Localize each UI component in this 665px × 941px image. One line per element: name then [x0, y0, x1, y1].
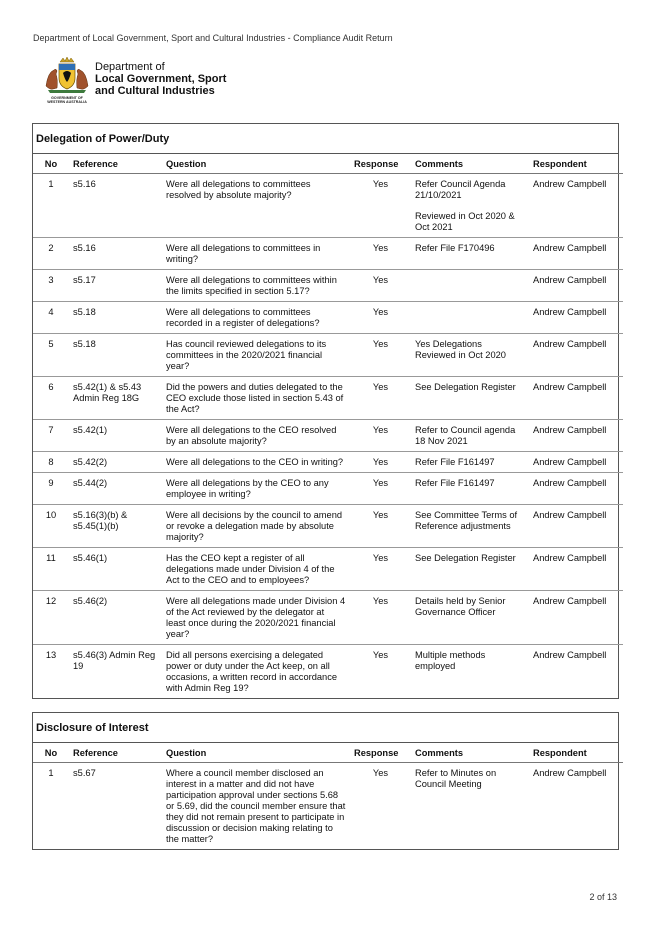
cell-question: Were all delegations to committees within the limits specified in section 5.17?	[162, 270, 350, 302]
column-header-question: Question	[162, 743, 350, 763]
comment-text: Yes Delegations Reviewed in Oct 2020	[415, 339, 506, 360]
cell-response: Yes	[372, 650, 389, 660]
compliance-table	[33, 154, 623, 698]
comment-text: Refer to Minutes on Council Meeting	[415, 768, 497, 789]
cell-reference: s5.67	[73, 768, 96, 778]
cell-question: Has the CEO kept a register of all delegations made under Division 4 of the Act to the CEO and to employees?	[162, 548, 350, 591]
cell-no: 6	[33, 377, 69, 420]
column-header-comments: Comments	[411, 743, 529, 763]
cell-no: 12	[33, 591, 69, 645]
cell-question: Were all decisions by the council to amend or revoke a delegation made by absolute majority?	[162, 505, 350, 548]
cell-response: Yes	[350, 334, 411, 377]
column-header-respondent: Respondent	[529, 743, 623, 763]
crest-caption	[38, 96, 96, 104]
cell-no: 1	[48, 768, 54, 778]
compliance-table	[33, 743, 623, 849]
department-name-line2: Local Government, Sport	[95, 73, 227, 85]
cell-no: 9	[33, 473, 69, 505]
table-row	[33, 420, 623, 452]
crest-caption-line1: GOVERNMENT OF	[51, 96, 83, 100]
cell-response: Yes	[350, 452, 411, 473]
cell-no: 3	[33, 270, 69, 302]
cell-comments	[411, 302, 529, 334]
table-row	[33, 591, 623, 645]
page-number: 2 of 13	[589, 892, 617, 902]
column-header-respondent: Respondent	[529, 154, 623, 174]
cell-comments	[411, 763, 529, 850]
department-name-line3: and Cultural Industries	[95, 85, 215, 97]
cell-response: Yes	[372, 768, 389, 778]
cell-comments	[411, 548, 529, 591]
cell-question: Did all persons exercising a delegated power or duty under the Act keep, on all occasions, a written record in accordance with Admin Reg 19?	[166, 650, 338, 693]
cell-reference: s5.18	[69, 302, 162, 334]
cell-no: 1	[33, 174, 69, 238]
cell-question: Did the powers and duties delegated to the CEO exclude those listed in section 5.43 of the Act?	[162, 377, 350, 420]
table-row	[33, 452, 623, 473]
cell-comments	[411, 238, 529, 270]
cell-question: Were all delegations made under Division 4 of the Act reviewed by the delegator at least once during the 2020/2021 financial year?	[162, 591, 350, 645]
cell-question: Were all delegations to committees recorded in a register of delegations?	[162, 302, 350, 334]
cell-respondent: Andrew Campbell	[529, 420, 623, 452]
table-row	[33, 270, 623, 302]
table-row	[33, 548, 623, 591]
comment-text: See Delegation Register	[415, 553, 516, 563]
cell-question: Were all delegations to the CEO in writing?	[162, 452, 350, 473]
cell-response: Yes	[350, 591, 411, 645]
cell-reference: s5.42(1) & s5.43 Admin Reg 18G	[69, 377, 162, 420]
cell-reference: s5.46(1)	[69, 548, 162, 591]
department-name-line1: Department of	[95, 61, 165, 73]
cell-respondent: Andrew Campbell	[529, 174, 623, 238]
cell-question: Were all delegations to committees in writing?	[162, 238, 350, 270]
comment-text: Refer File F161497	[415, 478, 495, 488]
column-header-reference: Reference	[69, 154, 162, 174]
section-title: Delegation of Power/Duty	[33, 124, 618, 154]
crest-caption-line2: WESTERN AUSTRALIA	[47, 100, 87, 105]
cell-comments	[411, 645, 529, 699]
cell-respondent: Andrew Campbell	[529, 591, 623, 645]
cell-no: 11	[33, 548, 69, 591]
comment-text: Details held by Senior Governance Officer	[415, 596, 506, 617]
column-header-question: Question	[162, 154, 350, 174]
cell-response: Yes	[350, 174, 411, 238]
cell-no: 13	[45, 650, 57, 660]
comment-text: Reviewed in Oct 2020 & Oct 2021	[415, 211, 515, 232]
table-row	[33, 334, 623, 377]
table-row	[33, 763, 623, 850]
cell-comments	[411, 334, 529, 377]
column-header-no: No	[33, 154, 69, 174]
table-row	[33, 302, 623, 334]
cell-reference: s5.17	[69, 270, 162, 302]
cell-response: Yes	[350, 377, 411, 420]
comment-text: Refer Council Agenda 21/10/2021	[415, 179, 506, 200]
comment-text: Refer File F170496	[415, 243, 495, 253]
cell-question: Has council reviewed delegations to its committees in the 2020/2021 financial year?	[162, 334, 350, 377]
cell-respondent: Andrew Campbell	[529, 548, 623, 591]
table-row	[33, 473, 623, 505]
column-header-reference: Reference	[69, 743, 162, 763]
cell-question: Were all delegations by the CEO to any employee in writing?	[162, 473, 350, 505]
cell-reference: s5.42(2)	[69, 452, 162, 473]
table-row	[33, 377, 623, 420]
cell-comments	[411, 270, 529, 302]
table-row	[33, 645, 623, 699]
cell-reference: s5.16(3)(b) & s5.45(1)(b)	[69, 505, 162, 548]
comment-text: See Delegation Register	[415, 382, 516, 392]
department-logo	[38, 56, 238, 108]
column-header-comments: Comments	[411, 154, 529, 174]
section-title: Disclosure of Interest	[33, 713, 618, 743]
document-header: Department of Local Government, Sport and Cultural Industries - Compliance Audit Return	[33, 33, 393, 43]
cell-reference: s5.16	[69, 238, 162, 270]
table-row	[33, 505, 623, 548]
comment-text: Multiple methods employed	[415, 650, 486, 671]
cell-question: Where a council member disclosed an interest in a matter and did not have participation approval under sections 5.68 or 5.69, did the council member ensure that they did not remain present to participate in discussion or decision making relating to the matter?	[166, 768, 346, 844]
cell-respondent: Andrew Campbell	[533, 650, 607, 660]
cell-reference: s5.46(3) Admin Reg 19	[73, 650, 156, 671]
cell-comments	[411, 473, 529, 505]
cell-respondent: Andrew Campbell	[529, 270, 623, 302]
cell-reference: s5.42(1)	[69, 420, 162, 452]
cell-reference: s5.46(2)	[69, 591, 162, 645]
cell-respondent: Andrew Campbell	[529, 473, 623, 505]
cell-no: 7	[33, 420, 69, 452]
cell-comments	[411, 505, 529, 548]
cell-response: Yes	[350, 238, 411, 270]
header-row	[33, 154, 623, 174]
cell-no: 8	[33, 452, 69, 473]
cell-reference: s5.16	[69, 174, 162, 238]
table-row	[33, 174, 623, 238]
cell-respondent: Andrew Campbell	[529, 377, 623, 420]
comment-text: Refer File F161497	[415, 457, 495, 467]
cell-question: Were all delegations to the CEO resolved by an absolute majority?	[162, 420, 350, 452]
cell-respondent: Andrew Campbell	[533, 768, 607, 778]
cell-question: Were all delegations to committees resolved by absolute majority?	[162, 174, 350, 238]
cell-comments	[411, 377, 529, 420]
column-header-response: Response	[350, 154, 411, 174]
section-disclosure-of-interest	[32, 712, 619, 850]
department-name	[95, 61, 226, 97]
comment-text: See Committee Terms of Reference adjustments	[415, 510, 518, 531]
cell-response: Yes	[350, 420, 411, 452]
cell-respondent: Andrew Campbell	[529, 238, 623, 270]
cell-response: Yes	[350, 270, 411, 302]
cell-no: 2	[33, 238, 69, 270]
cell-comments	[411, 591, 529, 645]
table-row	[33, 238, 623, 270]
cell-respondent: Andrew Campbell	[529, 505, 623, 548]
cell-response: Yes	[350, 505, 411, 548]
column-header-no: No	[33, 743, 69, 763]
cell-no: 5	[33, 334, 69, 377]
cell-respondent: Andrew Campbell	[529, 302, 623, 334]
cell-no: 4	[33, 302, 69, 334]
cell-reference: s5.44(2)	[69, 473, 162, 505]
cell-response: Yes	[350, 302, 411, 334]
cell-comments	[411, 452, 529, 473]
header-row	[33, 743, 623, 763]
cell-response: Yes	[350, 548, 411, 591]
cell-comments	[411, 174, 529, 238]
cell-response: Yes	[350, 473, 411, 505]
cell-reference: s5.18	[69, 334, 162, 377]
cell-comments	[411, 420, 529, 452]
column-header-response: Response	[350, 743, 411, 763]
cell-respondent: Andrew Campbell	[529, 334, 623, 377]
cell-respondent: Andrew Campbell	[529, 452, 623, 473]
comment-text: Refer to Council agenda 18 Nov 2021	[415, 425, 516, 446]
cell-no: 10	[33, 505, 69, 548]
section-delegation-of-power	[32, 123, 619, 699]
